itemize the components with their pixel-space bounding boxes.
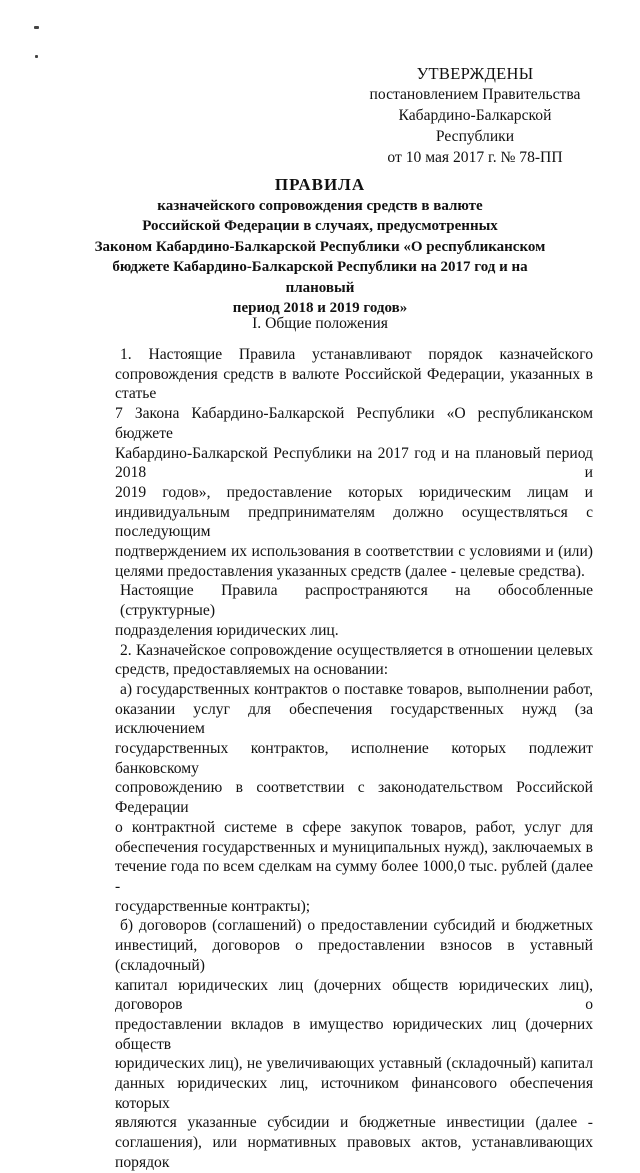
- text-line: целями предоставления указанных средств (далее - целевые средства).: [115, 562, 585, 580]
- approval-date: от 10 мая 2017 г. № 78-ПП: [387, 149, 563, 166]
- text-line: подтверждением их использования в соответствии с условиями и (или): [115, 543, 593, 561]
- text-line: Настоящие Правила распространяются на обособленные (структурные): [120, 582, 593, 620]
- text-line: данных юридических лиц, источником финансового обеспечения которых: [115, 1075, 593, 1112]
- text-line: государственных контрактов, исполнение которых подлежит банковскому: [115, 740, 593, 777]
- approval-heading: УТВЕРЖДЕНЫ: [416, 64, 534, 83]
- section-heading: I. Общие положения: [252, 315, 388, 332]
- title-line: бюджете Кабардино-Балкарской Республики на 2017 год и на плановый: [112, 259, 528, 296]
- scan-mark: [34, 26, 39, 29]
- title-line: Законом Кабардино-Балкарской Республики «О республиканском: [94, 238, 546, 255]
- title-line: Российской Федерации в случаях, предусмотренных: [142, 218, 498, 234]
- approval-stamp: [360, 63, 590, 168]
- text-line: предоставлении вкладов в имущество юридических лиц (дочерних обществ: [115, 1015, 593, 1053]
- text-line: сопровождению в соответствии с законодательством Российской Федерации: [115, 779, 593, 817]
- text-line: обеспечения государственных и муниципальных нужд), заключаемых в: [115, 838, 593, 856]
- text-line: б) договоров (соглашений) о предоставлении субсидий и бюджетных: [120, 917, 593, 935]
- text-line: сопровождения средств в валюте Российской Федерации, указанных в статье: [115, 365, 593, 403]
- text-line: являются указанные субсидии и бюджетные инвестиции (далее -: [115, 1114, 593, 1132]
- text-line: подразделения юридических лиц.: [115, 621, 339, 639]
- title-line: казначейского сопровождения средств в валюте: [157, 197, 483, 214]
- title-word: ПРАВИЛА: [274, 175, 366, 194]
- text-line: а) государственных контрактов о поставке товаров, выполнении работ,: [120, 680, 593, 698]
- text-line: о контрактной системе в сфере закупок товаров, работ, услуг для: [115, 818, 593, 836]
- scan-mark: [35, 55, 38, 58]
- text-line: государственные контракты);: [115, 897, 311, 915]
- text-line: соглашения), или нормативных правовых актов, устанавливающих порядок: [115, 1134, 593, 1171]
- text-line: течение года по всем сделкам на сумму более 1000,0 тыс. рублей (далее -: [115, 858, 593, 895]
- text-line: оказании услуг для обеспечения государственных нужд (за исключением: [115, 700, 593, 738]
- title-line: период 2018 и 2019 годов»: [232, 300, 408, 316]
- text-line: средств, предоставляемых на основании:: [115, 661, 389, 679]
- text-line: индивидуальным предпринимателям должно осуществляться с последующим: [115, 503, 593, 541]
- text-line: Кабардино-Балкарской Республики на 2017 год и на плановый период 2018 и: [115, 444, 593, 482]
- text-line: инвестиций, договоров о предоставлении взносов в уставный (складочный): [115, 937, 593, 974]
- text-line: юридических лиц), не увеличивающих уставный (складочный) капитал: [115, 1055, 593, 1073]
- document-title: [90, 175, 550, 319]
- text-line: 2. Казначейское сопровождение осуществляется в отношении целевых: [120, 641, 593, 659]
- approval-line: постановлением Правительства: [369, 86, 581, 103]
- approval-line: Кабардино-Балкарской Республики: [398, 107, 552, 145]
- text-line: 7 Закона Кабардино-Балкарской Республики «О республиканском бюджете: [115, 405, 593, 442]
- text-line: капитал юридических лиц (дочерних обществ юридических лиц), договоров о: [115, 976, 593, 1014]
- text-line: 1. Настоящие Правила устанавливают порядок казначейского: [120, 346, 593, 363]
- document-body: [115, 345, 593, 1173]
- text-line: 2019 годов», предоставление которых юридическим лицам и: [115, 483, 593, 501]
